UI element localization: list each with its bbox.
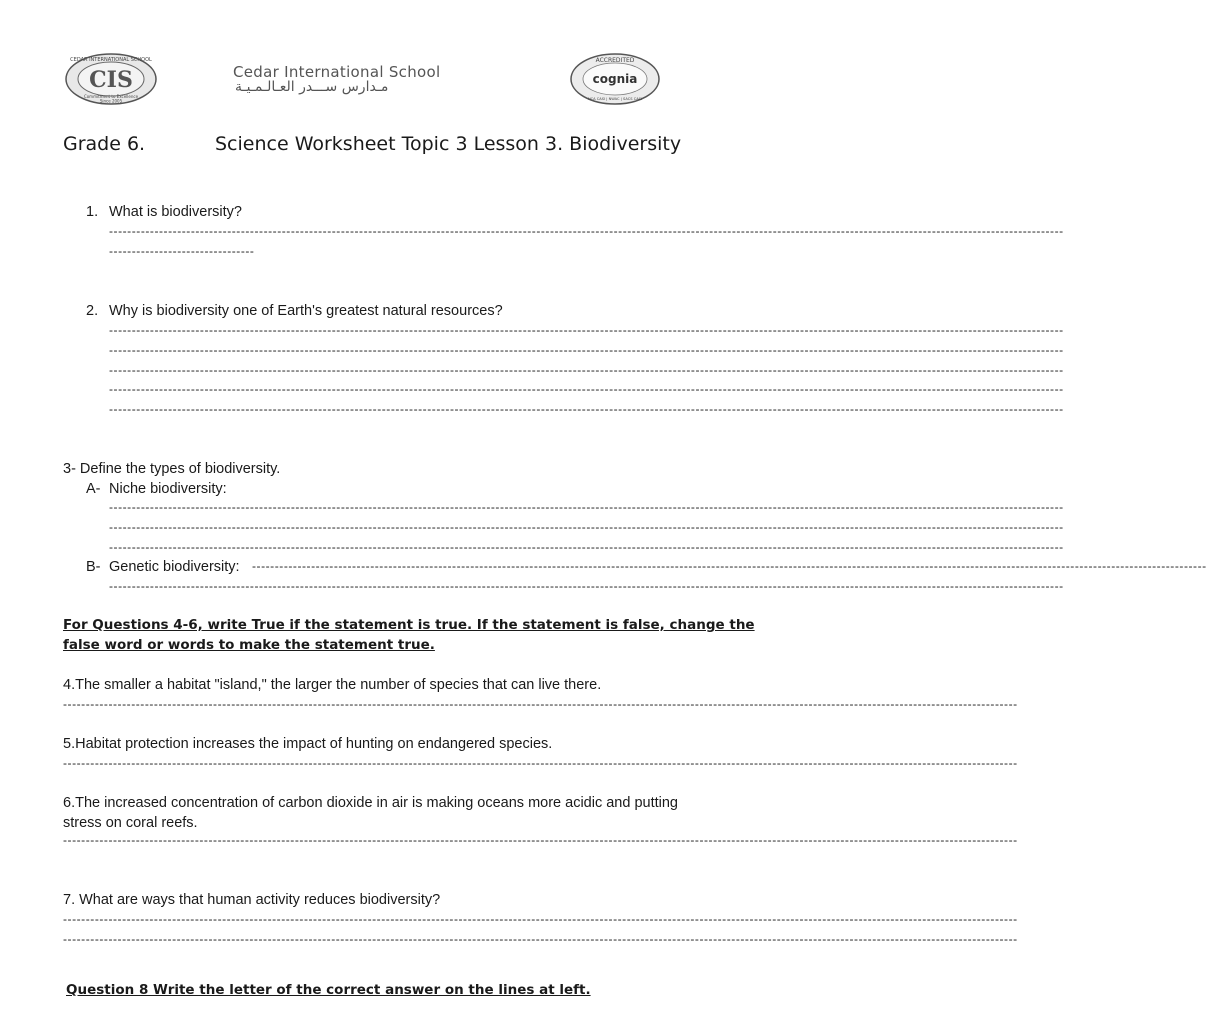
q4-answer-line[interactable]: ------------------------------------------------------------------------------------------------------------------------------------------------------------------------------------------------------------------ [63, 697, 1018, 711]
q1-number: 1. [86, 204, 99, 220]
q2-answer-line-2[interactable]: ------------------------------------------------------------------------------------------------------------------------------------------------------------------------------------------------------------------ [109, 343, 1064, 357]
q3b-letter: B- [86, 559, 101, 575]
svg-text:CEDAR INTERNATIONAL SCHOOL: CEDAR INTERNATIONAL SCHOOL [70, 57, 152, 63]
q2-number: 2. [86, 303, 99, 319]
q1-answer-line-1[interactable]: ------------------------------------------------------------------------------------------------------------------------------------------------------------------------------------------------------------------ [109, 224, 1064, 238]
q3a-answer-line-2[interactable]: ------------------------------------------------------------------------------------------------------------------------------------------------------------------------------------------------------------------ [109, 520, 1064, 534]
q2-answer-line-4[interactable]: ------------------------------------------------------------------------------------------------------------------------------------------------------------------------------------------------------------------ [109, 382, 1064, 396]
q3b-answer-line-2[interactable]: ------------------------------------------------------------------------------------------------------------------------------------------------------------------------------------------------------------------ [109, 579, 1064, 593]
svg-text:ACCREDITED: ACCREDITED [595, 57, 635, 64]
svg-text:Since 2005: Since 2005 [99, 98, 123, 104]
q2-answer-line-1[interactable]: ------------------------------------------------------------------------------------------------------------------------------------------------------------------------------------------------------------------ [109, 323, 1064, 337]
school-seal-logo [64, 52, 158, 106]
q6-text-line-1: 6.The increased concentration of carbon dioxide in air is making oceans more acidic and putting [63, 795, 678, 811]
q3b-answer-line-1[interactable]: ------------------------------------------------------------------------------------------------------------------------------------------------------------------------------------------------------------------ [252, 559, 1207, 573]
grade-label: Grade 6. [63, 133, 146, 155]
q1-text: What is biodiversity? [109, 204, 242, 220]
svg-text:NCA CASI | NWAC | SACS CASI: NCA CASI | NWAC | SACS CASI [587, 97, 643, 101]
worksheet-title: Science Worksheet Topic 3 Lesson 3. Biodiversity [215, 133, 682, 155]
cognia-accreditation-logo [569, 53, 661, 105]
q2-answer-line-5[interactable]: ------------------------------------------------------------------------------------------------------------------------------------------------------------------------------------------------------------------ [109, 402, 1064, 416]
svg-text:cognia: cognia [592, 72, 638, 86]
instructions-line-2: false word or words to make the statement true. [63, 637, 435, 653]
q5-text: 5.Habitat protection increases the impact of hunting on endangered species. [63, 736, 553, 752]
q4-text: 4.The smaller a habitat "island," the larger the number of species that can live there. [63, 677, 602, 693]
q3a-letter: A- [86, 481, 101, 497]
school-name-english: Cedar International School [233, 63, 441, 81]
q2-text: Why is biodiversity one of Earth's greatest natural resources? [109, 303, 503, 319]
q6-text-line-2: stress on coral reefs. [63, 815, 198, 831]
q5-answer-line[interactable]: ------------------------------------------------------------------------------------------------------------------------------------------------------------------------------------------------------------------ [63, 756, 1018, 770]
school-name-arabic: مـدارس ســـدر العـالـمـيـة [235, 79, 389, 95]
q3b-text: Genetic biodiversity: [109, 559, 240, 575]
q3a-answer-line-3[interactable]: ------------------------------------------------------------------------------------------------------------------------------------------------------------------------------------------------------------------ [109, 540, 1064, 554]
q1-answer-line-2[interactable]: -------------------------------- [109, 244, 255, 258]
q7-answer-line-1[interactable]: ------------------------------------------------------------------------------------------------------------------------------------------------------------------------------------------------------------------ [63, 912, 1018, 926]
q2-answer-line-3[interactable]: ------------------------------------------------------------------------------------------------------------------------------------------------------------------------------------------------------------------ [109, 363, 1064, 377]
q8-instruction: Question 8 Write the letter of the correct answer on the lines at left. [66, 982, 591, 998]
instructions-line-1: For Questions 4-6, write True if the statement is true. If the statement is false, change the [63, 617, 755, 633]
q7-text: 7. What are ways that human activity reduces biodiversity? [63, 892, 441, 908]
q7-answer-line-2[interactable]: ------------------------------------------------------------------------------------------------------------------------------------------------------------------------------------------------------------------ [63, 932, 1018, 946]
svg-text:Commitment to Excellence: Commitment to Excellence [83, 94, 139, 99]
q3a-answer-line-1[interactable]: ------------------------------------------------------------------------------------------------------------------------------------------------------------------------------------------------------------------ [109, 500, 1064, 514]
q3a-text: Niche biodiversity: [109, 481, 227, 497]
q3-text: 3- Define the types of biodiversity. [63, 461, 281, 477]
svg-text:CIS: CIS [89, 67, 133, 93]
q6-answer-line[interactable]: ------------------------------------------------------------------------------------------------------------------------------------------------------------------------------------------------------------------ [63, 833, 1018, 847]
